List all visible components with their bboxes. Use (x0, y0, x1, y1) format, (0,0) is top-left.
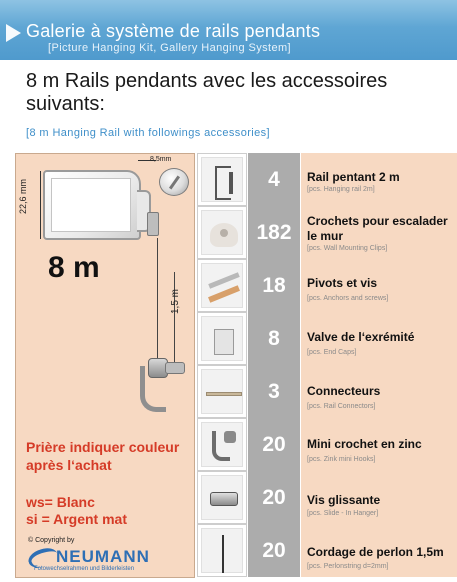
item-english: [pcs. Wall Mounting Clips] (307, 245, 388, 252)
headline: 8 m Rails pendants avec les accessoires suivants: (26, 70, 388, 115)
list-item (197, 206, 457, 259)
item-description (301, 259, 457, 312)
item-name: Cordage de perlon 1,5m (307, 545, 444, 559)
item-english: [pcs. Zink mini Hooks] (307, 456, 376, 463)
item-quantity: 20 (248, 471, 300, 524)
hook-icon (197, 418, 247, 471)
item-description (301, 471, 457, 524)
color-option-silver: si = Argent mat (26, 511, 128, 527)
width-dimension-label: 8,5mm (150, 156, 172, 163)
list-item (197, 153, 457, 206)
item-name: Vis glissante (307, 493, 381, 507)
height-dimension-line (40, 171, 41, 239)
header-banner (0, 0, 457, 60)
banner-title: Galerie à système de rails pendants (26, 21, 321, 41)
item-english: [pcs. End Caps] (307, 349, 357, 356)
clip-icon (197, 206, 247, 259)
item-english: [pcs. Rail Connectors] (307, 403, 376, 410)
list-item (197, 418, 457, 471)
item-quantity: 18 (248, 259, 300, 312)
item-name: Valve de l‘exrémité (307, 330, 415, 344)
banner-subtitle: [Picture Hanging Kit, Gallery Hanging System] (48, 42, 291, 54)
list-item (197, 259, 457, 312)
rail-profile-image (43, 170, 141, 240)
item-quantity: 8 (248, 312, 300, 365)
item-english: [pcs. Slide - In Hanger] (307, 510, 379, 517)
neumann-logo (28, 547, 188, 573)
headline-english: [8 m Hanging Rail with followings accessories] (26, 127, 270, 139)
item-description (301, 418, 457, 471)
item-name: Mini crochet en zinc (307, 437, 422, 451)
hook-screw (165, 362, 185, 374)
arrow-icon (6, 24, 21, 42)
perlon-cord (157, 238, 158, 374)
rail-icon (197, 153, 247, 206)
product-diagram-panel (15, 153, 195, 578)
cord-icon (197, 524, 247, 577)
connector-icon (197, 365, 247, 418)
item-name: Pivots et vis (307, 276, 378, 290)
logo-tagline: Fotowechselrahmen und Bilderleisten (34, 566, 135, 572)
item-quantity: 20 (248, 418, 300, 471)
cord-dimension-label: 1,5 m (170, 288, 181, 314)
rail-length-label: 8 m (48, 251, 100, 284)
slider-hook-image (147, 212, 159, 236)
item-name: Crochets pour escalader le mur (307, 214, 448, 243)
cord-dimension-line (174, 272, 175, 372)
item-quantity: 20 (248, 524, 300, 577)
end-cap-icon (197, 312, 247, 365)
height-dimension-label: 22,6 mm (18, 178, 28, 214)
color-option-white: ws= Blanc (26, 494, 95, 510)
copyright-text: © Copyright by (28, 537, 75, 544)
item-name: Connecteurs (307, 384, 381, 398)
item-english: [pcs. Hanging rail 2m] (307, 186, 375, 193)
item-quantity: 182 (248, 206, 300, 259)
item-quantity: 4 (248, 153, 300, 206)
item-name: Rail pentant 2 m (307, 170, 400, 184)
slide-icon (197, 471, 247, 524)
item-description (301, 365, 457, 418)
item-english: [pcs. Perlonstring d=2mm] (307, 563, 389, 570)
item-description (301, 153, 457, 206)
color-instruction: Prière indiquer couleur après l‘achat (26, 439, 180, 473)
anchor-icon (197, 259, 247, 312)
item-description (301, 312, 457, 365)
item-quantity: 3 (248, 365, 300, 418)
logo-word: NEUMANN (56, 547, 150, 566)
list-item (197, 471, 457, 524)
screw-icon (159, 168, 189, 196)
item-description (301, 524, 457, 577)
list-item (197, 524, 457, 577)
item-description (301, 206, 457, 259)
list-item (197, 365, 457, 418)
item-english: [pcs. Anchors and screws] (307, 295, 389, 302)
list-item (197, 312, 457, 365)
